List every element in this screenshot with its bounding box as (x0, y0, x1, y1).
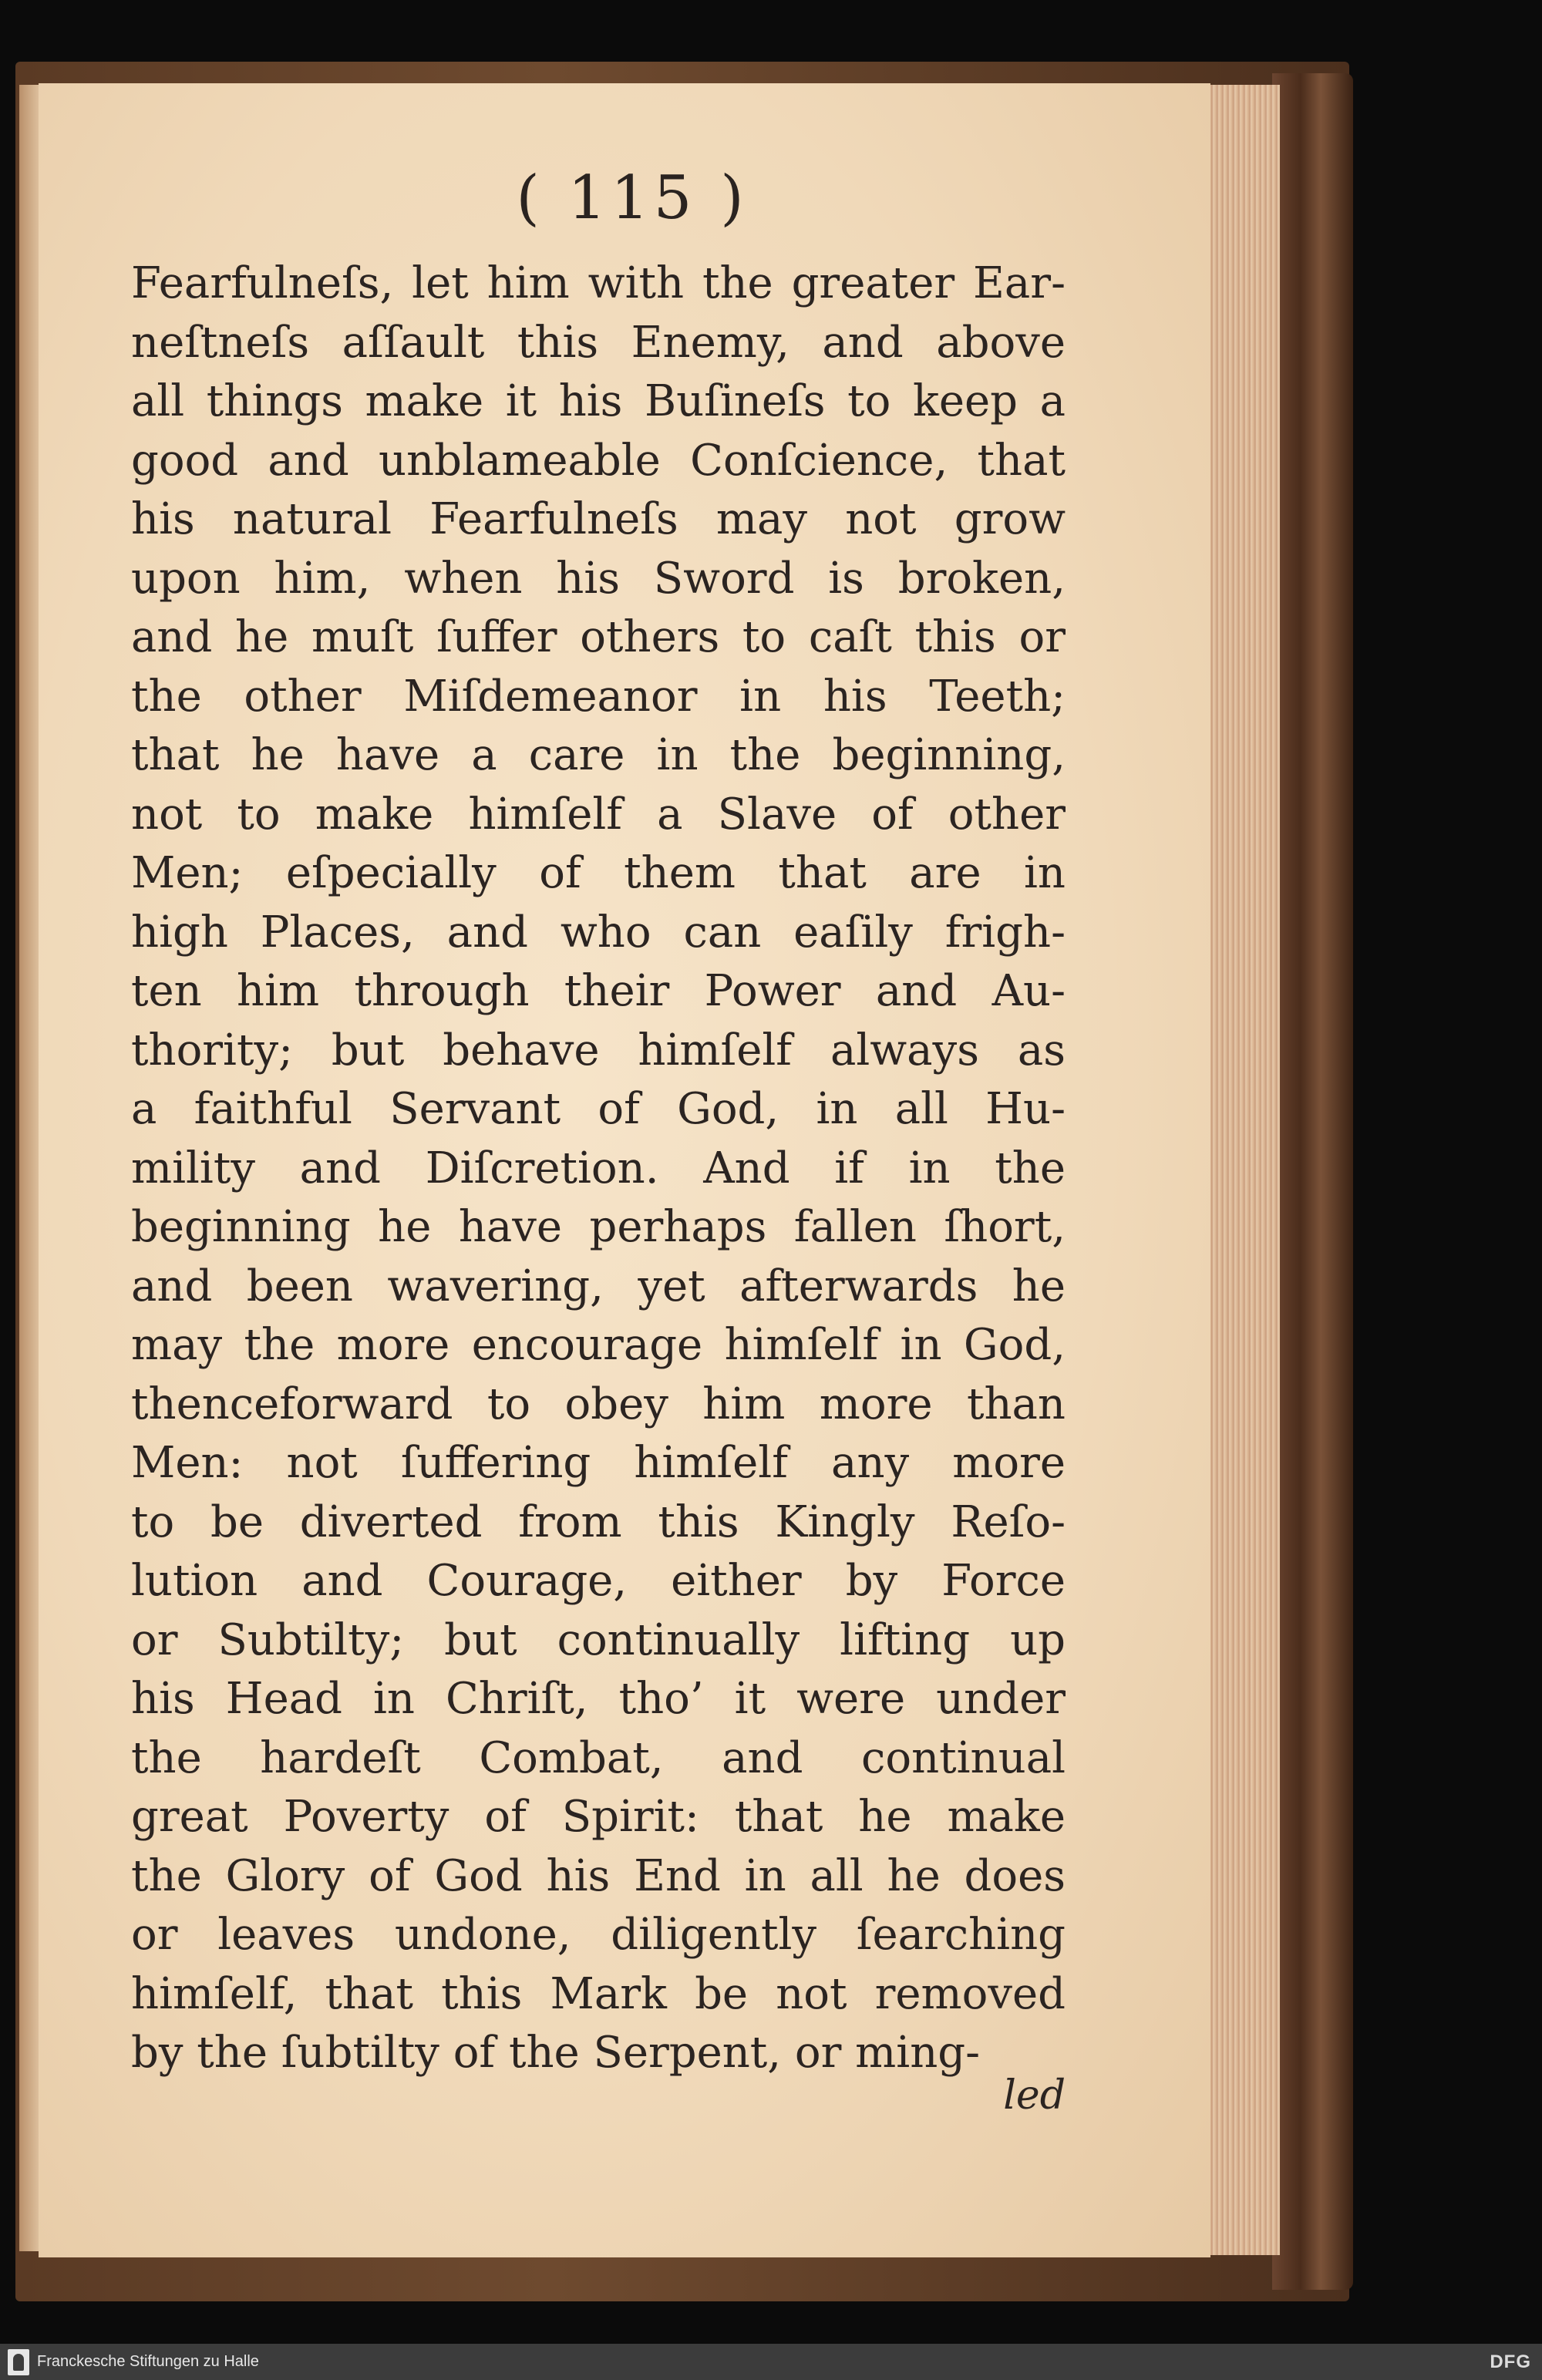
text-line: mility and Diſcretion. And if in the (131, 1143, 1066, 1193)
institution-name: Franckesche Stiftungen zu Halle (37, 2353, 259, 2370)
text-line: neſtneſs aſſault this Enemy, and above (131, 317, 1066, 368)
text-line: the hardeſt Combat, and continual (131, 1732, 1066, 1783)
text-line: not to make himſelf a Slave of other (131, 789, 1066, 840)
text-line: the other Miſdemeanor in his Teeth; (131, 671, 1066, 722)
text-line: high Places, and who can eaſily frigh- (131, 907, 1066, 958)
text-line: beginning he have perhaps fallen ſhort, (131, 1202, 1066, 1252)
institution-logo-icon (8, 2349, 29, 2375)
page-number: ( 115 ) (516, 163, 749, 233)
page-edges (1203, 85, 1280, 2255)
text-line: that he have a care in the beginning, (131, 730, 1066, 780)
footer-bar (0, 2344, 1542, 2380)
dfg-logo: DFG (1490, 2351, 1531, 2372)
text-line: by the ſubtilty of the Serpent, or ming- (131, 2028, 981, 2078)
text-line: Men; eſpecially of them that are in (131, 848, 1066, 898)
text-line: his Head in Chriſt, tho’ it were under (131, 1674, 1066, 1724)
text-line: Fearfulneſs, let him with the greater Ear- (131, 258, 1066, 308)
text-line: the Glory of God his End in all he does (131, 1850, 1066, 1901)
text-line: lution and Courage, either by Force (131, 1556, 1066, 1606)
text-line: may the more encourage himſelf in God, (131, 1320, 1066, 1370)
text-line: a faithful Servant of God, in all Hu- (131, 1084, 1066, 1134)
text-line: all things make it his Buſineſs to keep a (131, 376, 1066, 426)
text-line: and he muſt ſuffer others to caſt this or (131, 612, 1066, 662)
page-text (131, 254, 1066, 2083)
footer-left (0, 2349, 259, 2375)
text-line: or leaves undone, diligently ſearching (131, 1910, 1066, 1960)
text-line: thenceforward to obey him more than (131, 1379, 1066, 1429)
catchword: led (1003, 2072, 1066, 2119)
text-line: or Subtilty; but continually lifting up (131, 1614, 1066, 1665)
text-line: upon him, when his Sword is broken, (131, 553, 1066, 604)
book-cover-edge (1272, 73, 1353, 2290)
text-line: thority; but behave himſelf always as (131, 1025, 1066, 1076)
text-line: Men: not ſuffering himſelf any more (131, 1438, 1066, 1488)
text-line: great Poverty of Spirit: that he make (131, 1792, 1066, 1842)
text-line: ten him through their Power and Au- (131, 966, 1066, 1016)
text-line: and been wavering, yet afterwards he (131, 1261, 1066, 1311)
text-line: good and unblameable Conſcience, that (131, 435, 1066, 486)
text-line: himſelf, that this Mark be not removed (131, 1968, 1066, 2019)
text-line: to be diverted from this Kingly Reſo- (131, 1496, 1066, 1547)
text-line: his natural Fearfulneſs may not grow (131, 494, 1066, 544)
